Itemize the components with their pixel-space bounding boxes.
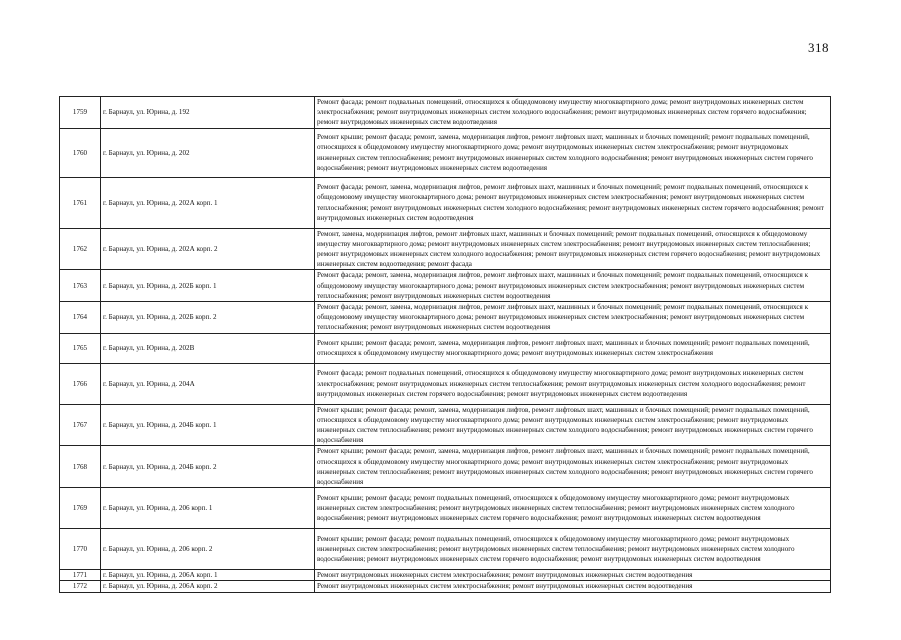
row-number: 1771 xyxy=(60,570,101,581)
page-number: 318 xyxy=(808,40,829,55)
table-row xyxy=(60,128,831,177)
row-number: 1769 xyxy=(60,488,101,529)
row-works: Ремонт крыши; ремонт фасада; ремонт подвальных помещений, относящихся к общедомовому имуществу многоквартирного дома; ремонт внутридомовых инженерных систем электроснабжения; ремонт внутридомовых инженерных систем теплоснабжения; ремонт внутридомовых инженерных систем холодного водоснабжения; ремонт внутридомовых инженерных систем горячего водоснабжения; ремонт внутридомовых инженерных систем водоотведения xyxy=(315,529,831,570)
row-works: Ремонт фасада; ремонт подвальных помещений, относящихся к общедомовому имуществу многоквартирного дома; ремонт внутридомовых инженерных систем электроснабжения; ремонт внутридомовых инженерных систем теплоснабжения; ремонт внутридомовых инженерных систем холодного водоснабжения; ремонт внутридомовых инженерных систем горячего водоснабжения; ремонт внутридомовых инженерных систем водоотведения xyxy=(315,363,831,404)
row-number: 1767 xyxy=(60,404,101,446)
table-row xyxy=(60,177,831,228)
table-row xyxy=(60,228,831,270)
row-number: 1764 xyxy=(60,302,101,334)
row-address: г. Барнаул, ул. Юрина, д. 202Б корп. 2 xyxy=(101,302,315,334)
row-number: 1770 xyxy=(60,529,101,570)
row-works: Ремонт крыши; ремонт фасада; ремонт, замена, модернизация лифтов, ремонт лифтовых шахт, машинных и блочных помещений; ремонт подвальных помещений, относящихся к общедомовому имуществу многоквартирного дома; ремонт внутридомовых инженерных систем электроснабжения; ремонт внутридомовых инженерных систем теплоснабжения; ремонт внутридомовых инженерных систем холодного водоснабжения; ремонт внутридомовых инженерных систем горячего водоснабжения xyxy=(315,446,831,488)
row-address: г. Барнаул, ул. Юрина, д. 202А корп. 2 xyxy=(101,228,315,270)
row-works: Ремонт фасада; ремонт подвальных помещений, относящихся к общедомовому имуществу многоквартирного дома; ремонт внутридомовых инженерных систем электроснабжения; ремонт внутридомовых инженерных систем холодного водоснабжения; ремонт внутридомовых инженерных систем горячего водоснабжения; ремонт внутридомовых инженерных систем водоотведения xyxy=(315,97,831,129)
row-works: Ремонт внутридомовых инженерных систем электроснабжения; ремонт внутридомовых инженерных систем водоотведения xyxy=(315,581,831,592)
row-works: Ремонт крыши; ремонт фасада; ремонт, замена, модернизация лифтов, ремонт лифтовых шахт, машинных и блочных помещений; ремонт подвальных помещений, относящихся к общедомовому имуществу многоквартирного дома; ремонт внутридомовых инженерных систем электроснабжения; ремонт внутридомовых инженерных систем теплоснабжения; ремонт внутридомовых инженерных систем холодного водоснабжения; ремонт внутридомовых инженерных систем горячего водоснабжения xyxy=(315,404,831,446)
row-number: 1762 xyxy=(60,228,101,270)
row-works: Ремонт, замена, модернизация лифтов, ремонт лифтовых шахт, машинных и блочных помещений; ремонт подвальных помещений, относящихся к общедомовому имуществу многоквартирного дома; ремонт внутридомовых инженерных систем электроснабжения; ремонт внутридомовых инженерных систем теплоснабжения; ремонт внутридомовых инженерных систем холодного водоснабжения; ремонт внутридомовых инженерных систем горячего водоснабжения; ремонт внутридомовых инженерных систем водоотведения; ремонт фасада xyxy=(315,228,831,270)
row-number: 1761 xyxy=(60,177,101,228)
repair-works-table xyxy=(59,96,831,593)
row-address: г. Барнаул, ул. Юрина, д. 206А корп. 1 xyxy=(101,570,315,581)
row-works: Ремонт крыши; ремонт фасада; ремонт подвальных помещений, относящихся к общедомовому имуществу многоквартирного дома; ремонт внутридомовых инженерных систем электроснабжения; ремонт внутридомовых инженерных систем теплоснабжения; ремонт внутридомовых инженерных систем холодного водоснабжения; ремонт внутридомовых инженерных систем горячего водоснабжения; ремонт внутридомовых инженерных систем водоотведения xyxy=(315,488,831,529)
table-row xyxy=(60,97,831,129)
row-works: Ремонт фасада; ремонт, замена, модернизация лифтов, ремонт лифтовых шахт, машинных и блочных помещений; ремонт подвальных помещений, относящихся к общедомовому имуществу многоквартирного дома; ремонт внутридомовых инженерных систем электроснабжения; ремонт внутридомовых инженерных систем теплоснабжения; ремонт внутридомовых инженерных систем водоотведения xyxy=(315,302,831,334)
row-address: г. Барнаул, ул. Юрина, д. 192 xyxy=(101,97,315,129)
row-address: г. Барнаул, ул. Юрина, д. 206 корп. 1 xyxy=(101,488,315,529)
row-works: Ремонт фасада; ремонт, замена, модернизация лифтов, ремонт лифтовых шахт, машинных и блочных помещений; ремонт подвальных помещений, относящихся к общедомовому имуществу многоквартирного дома; ремонт внутридомовых инженерных систем электроснабжения; ремонт внутридомовых инженерных систем теплоснабжения; ремонт внутридомовых инженерных систем водоотведения xyxy=(315,270,831,302)
table-row xyxy=(60,488,831,529)
row-number: 1759 xyxy=(60,97,101,129)
table-row xyxy=(60,529,831,570)
table-row xyxy=(60,446,831,488)
row-address: г. Барнаул, ул. Юрина, д. 202Б корп. 1 xyxy=(101,270,315,302)
row-number: 1763 xyxy=(60,270,101,302)
row-address: г. Барнаул, ул. Юрина, д. 202 xyxy=(101,128,315,177)
table-row xyxy=(60,404,831,446)
row-number: 1772 xyxy=(60,581,101,592)
row-number: 1765 xyxy=(60,333,101,363)
table-row xyxy=(60,270,831,302)
row-number: 1768 xyxy=(60,446,101,488)
table-row xyxy=(60,581,831,592)
row-works: Ремонт крыши; ремонт фасада; ремонт, замена, модернизация лифтов, ремонт лифтовых шахт, машинных и блочных помещений; ремонт подвальных помещений, относящихся к общедомовому имуществу многоквартирного дома; ремонт внутридомовых инженерных систем электроснабжения; ремонт внутридомовых инженерных систем теплоснабжения; ремонт внутридомовых инженерных систем холодного водоснабжения; ремонт внутридомовых инженерных систем горячего водоснабжения; ремонт внутридомовых инженерных систем водоотведения xyxy=(315,128,831,177)
table-row xyxy=(60,363,831,404)
row-address: г. Барнаул, ул. Юрина, д. 202В xyxy=(101,333,315,363)
table-row xyxy=(60,333,831,363)
row-address: г. Барнаул, ул. Юрина, д. 206 корп. 2 xyxy=(101,529,315,570)
row-number: 1760 xyxy=(60,128,101,177)
row-works: Ремонт крыши; ремонт фасада; ремонт, замена, модернизация лифтов, ремонт лифтовых шахт, машинных и блочных помещений; ремонт подвальных помещений, относящихся к общедомовому имуществу многоквартирного дома; ремонт внутридомовых инженерных систем электроснабжения xyxy=(315,333,831,363)
table-row xyxy=(60,570,831,581)
row-address: г. Барнаул, ул. Юрина, д. 202А корп. 1 xyxy=(101,177,315,228)
row-address: г. Барнаул, ул. Юрина, д. 206А корп. 2 xyxy=(101,581,315,592)
row-works: Ремонт внутридомовых инженерных систем электроснабжения; ремонт внутридомовых инженерных систем водоотведения xyxy=(315,570,831,581)
table-row xyxy=(60,302,831,334)
row-address: г. Барнаул, ул. Юрина, д. 204Б корп. 1 xyxy=(101,404,315,446)
row-address: г. Барнаул, ул. Юрина, д. 204Б корп. 2 xyxy=(101,446,315,488)
row-number: 1766 xyxy=(60,363,101,404)
row-address: г. Барнаул, ул. Юрина, д. 204А xyxy=(101,363,315,404)
row-works: Ремонт фасада; ремонт, замена, модернизация лифтов, ремонт лифтовых шахт, машинных и блочных помещений; ремонт подвальных помещений, относящихся к общедомовому имуществу многоквартирного дома; ремонт внутридомовых инженерных систем электроснабжения; ремонт внутридомовых инженерных систем теплоснабжения; ремонт внутридомовых инженерных систем холодного водоснабжения; ремонт внутридомовых инженерных систем горячего водоснабжения; ремонт внутридомовых инженерных систем водоотведения xyxy=(315,177,831,228)
